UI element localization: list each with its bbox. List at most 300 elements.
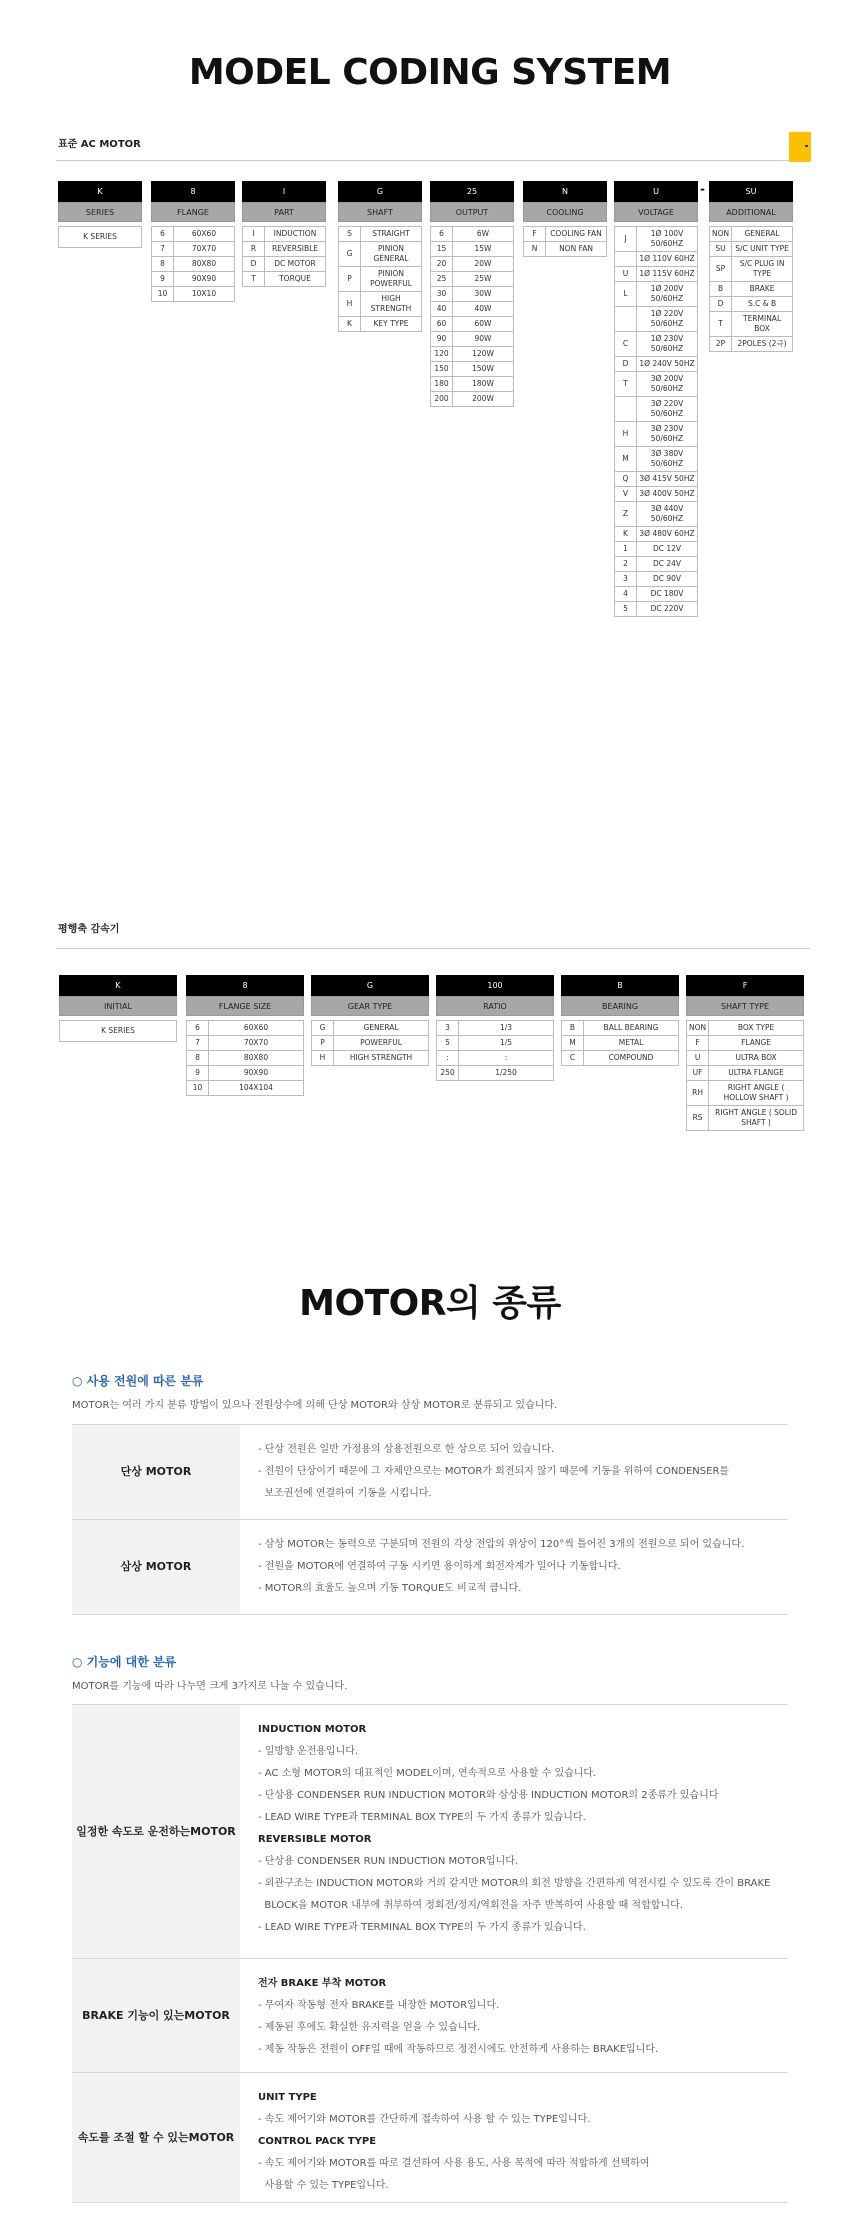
column-label: FLANGE <box>151 202 235 222</box>
option-label: S.C & B <box>732 297 793 312</box>
column-label: SHAFT TYPE <box>686 996 804 1016</box>
option-code: 8 <box>152 257 174 272</box>
option-row <box>431 377 514 392</box>
category-row <box>72 1519 788 1614</box>
option-label: RIGHT ANGLE ( HOLLOW SHAFT ) <box>709 1081 804 1106</box>
option-code: 150 <box>431 362 453 377</box>
options-table <box>242 226 326 287</box>
description-line: BLOCK을 MOTOR 내부에 취부하여 정회전/정지/역회전을 자주 반복하여 사용할 때 적합합니다. <box>258 1900 683 1911</box>
option-label: 1/3 <box>459 1021 554 1036</box>
option-row <box>562 1051 679 1066</box>
option-label: TORQUE <box>265 272 326 287</box>
option-row <box>431 317 514 332</box>
description-line: - 외관구조는 INDUCTION MOTOR와 거의 같지만 MOTOR의 회전 방향을 간편하게 역전시킬 수 있도록 간이 BRAKE <box>258 1878 771 1889</box>
option-code: H <box>615 422 637 447</box>
column-label: GEAR TYPE <box>311 996 429 1016</box>
divider <box>56 160 810 161</box>
category-label <box>72 1705 240 1958</box>
option-label: BOX TYPE <box>709 1021 804 1036</box>
option-code <box>615 252 637 267</box>
category-label <box>72 2073 240 2202</box>
page-title: MODEL CODING SYSTEM <box>188 52 672 93</box>
option-code: 3 <box>437 1021 459 1036</box>
option-row <box>431 272 514 287</box>
option-label: RIGHT ANGLE ( SOLID SHAFT ) <box>709 1106 804 1131</box>
category-label-line: MOTOR <box>184 2008 230 2022</box>
description-line: - 단상 전원은 일반 가정용의 상용전원으로 한 상으로 되어 있습니다. <box>258 1444 555 1455</box>
option-code: S <box>339 227 361 242</box>
option-code: R <box>243 242 265 257</box>
function-section-title: ○ 기능에 대한 분류 <box>72 1655 177 1669</box>
option-label: 1Ø 200V 50/60HZ <box>637 282 698 307</box>
option-row <box>615 372 698 397</box>
option-row <box>187 1021 304 1036</box>
code-column <box>242 181 326 287</box>
option-row <box>687 1051 804 1066</box>
column-label: VOLTAGE <box>614 202 698 222</box>
option-row <box>431 302 514 317</box>
option-label: COOLING FAN <box>546 227 607 242</box>
option-label: K SERIES <box>60 1021 177 1042</box>
option-label: 90X90 <box>209 1066 304 1081</box>
code-column <box>151 181 235 302</box>
option-row <box>431 347 514 362</box>
description-line: - 일방향 운전용입니다. <box>258 1746 359 1757</box>
option-row <box>339 267 422 292</box>
options-table <box>186 1020 304 1096</box>
description-line: - 속도 제어기와 MOTOR를 따로 결선하여 사용 용도, 사용 목적에 따라 적합하게 선택하여 <box>258 2158 650 2169</box>
option-code: D <box>710 297 732 312</box>
option-row <box>431 227 514 242</box>
column-label: OUTPUT <box>430 202 514 222</box>
option-label: 120W <box>453 347 514 362</box>
code-column <box>186 975 304 1096</box>
gear-heading: 평행축 감속기 <box>58 924 120 935</box>
column-label: COOLING <box>523 202 607 222</box>
category-description <box>258 1534 788 1600</box>
option-code: K <box>615 527 637 542</box>
block-title: REVERSIBLE MOTOR <box>258 1834 372 1845</box>
category-label-line: MOTOR <box>188 2130 235 2144</box>
option-code: 10 <box>187 1081 209 1096</box>
option-code: T <box>243 272 265 287</box>
option-label: PINION POWERFUL <box>361 267 422 292</box>
option-code: M <box>562 1036 584 1051</box>
option-row <box>431 392 514 407</box>
block-title: INDUCTION MOTOR <box>258 1724 367 1735</box>
option-code: V <box>615 487 637 502</box>
option-label: 3Ø 380V 50/60HZ <box>637 447 698 472</box>
description-line: - 단상용 CONDENSER RUN INDUCTION MOTOR와 삼상용 INDUCTION MOTOR의 2종류가 있습니다 <box>258 1790 719 1801</box>
option-row <box>687 1036 804 1051</box>
category-description <box>258 2087 788 2197</box>
description-line: - 전원을 MOTOR에 연결하여 구동 시키면 용이하게 회전자계가 일어나 기동합니다. <box>258 1561 621 1572</box>
option-code: F <box>524 227 546 242</box>
option-row <box>437 1036 554 1051</box>
option-label: 90X90 <box>174 272 235 287</box>
accent-tab-dot <box>805 145 808 147</box>
option-code: 120 <box>431 347 453 362</box>
code-column <box>430 181 514 407</box>
option-label: ULTRA FLANGE <box>709 1066 804 1081</box>
description-line: - LEAD WIRE TYPE과 TERMINAL BOX TYPE의 두 가지 종류가 있습니다. <box>258 1812 586 1823</box>
option-label: 15W <box>453 242 514 257</box>
option-label: 104X104 <box>209 1081 304 1096</box>
code-column <box>311 975 429 1066</box>
option-code: Z <box>615 502 637 527</box>
option-row <box>710 282 793 297</box>
option-row <box>615 357 698 372</box>
option-row <box>615 502 698 527</box>
option-code: M <box>615 447 637 472</box>
code-column <box>59 975 177 1042</box>
column-code: 100 <box>436 975 554 996</box>
code-column <box>523 181 607 257</box>
option-code: J <box>615 227 637 252</box>
category-row <box>72 1424 788 1519</box>
options-table <box>430 226 514 407</box>
category-description <box>258 1719 788 1939</box>
option-code: T <box>615 372 637 397</box>
description-line: - MOTOR의 효율도 높으며 기동 TORQUE도 비교적 큽니다. <box>258 1583 522 1594</box>
option-code: 30 <box>431 287 453 302</box>
option-row <box>437 1021 554 1036</box>
description-line: 보조권선에 연결하여 기동을 시킵니다. <box>258 1488 432 1499</box>
option-code: H <box>312 1051 334 1066</box>
option-code: RH <box>687 1081 709 1106</box>
options-table <box>311 1020 429 1066</box>
option-code: 2 <box>615 557 637 572</box>
option-label: NON FAN <box>546 242 607 257</box>
block-title: 전자 BRAKE 부착 MOTOR <box>258 1978 387 1989</box>
option-label: 3Ø 200V 50/60HZ <box>637 372 698 397</box>
category-label <box>72 1959 240 2072</box>
option-code: 90 <box>431 332 453 347</box>
option-row <box>339 227 422 242</box>
column-label: PART <box>242 202 326 222</box>
code-column <box>338 181 422 332</box>
option-label: DC 220V <box>637 602 698 617</box>
option-label: 3Ø 480V 60HZ <box>637 527 698 542</box>
column-label: INITIAL <box>59 996 177 1016</box>
option-row <box>339 317 422 332</box>
option-row <box>615 227 698 252</box>
option-code <box>615 307 637 332</box>
option-code: 6 <box>187 1021 209 1036</box>
option-label: 10X10 <box>174 287 235 302</box>
option-code: 15 <box>431 242 453 257</box>
column-code: 8 <box>151 181 235 202</box>
option-code: : <box>437 1051 459 1066</box>
option-label: 1Ø 220V 50/60HZ <box>637 307 698 332</box>
option-code: G <box>312 1021 334 1036</box>
code-column <box>686 975 804 1131</box>
option-label: 3Ø 415V 50HZ <box>637 472 698 487</box>
option-label: 3Ø 230V 50/60HZ <box>637 422 698 447</box>
option-label: COMPOUND <box>584 1051 679 1066</box>
motor-types-title: MOTOR의 종류 <box>299 1283 561 1324</box>
options-table <box>614 226 698 617</box>
option-row <box>312 1036 429 1051</box>
option-row <box>152 242 235 257</box>
category-description <box>258 1973 788 2061</box>
description-line: - LEAD WIRE TYPE과 TERMINAL BOX TYPE의 두 가지 종류가 있습니다. <box>258 1922 586 1933</box>
option-code: 20 <box>431 257 453 272</box>
options-table <box>436 1020 554 1081</box>
option-row <box>437 1051 554 1066</box>
option-row <box>615 572 698 587</box>
option-label: 1Ø 100V 50/60HZ <box>637 227 698 252</box>
option-code: 9 <box>187 1066 209 1081</box>
option-code: Q <box>615 472 637 487</box>
option-code: U <box>615 267 637 282</box>
description-line: - 속도 제어기와 MOTOR를 간단하게 접속하여 사용 할 수 있는 TYPE입니다. <box>258 2114 591 2125</box>
category-row <box>72 1958 788 2072</box>
option-label: 1Ø 230V 50/60HZ <box>637 332 698 357</box>
option-code: F <box>687 1036 709 1051</box>
option-row <box>243 227 326 242</box>
option-row <box>187 1066 304 1081</box>
option-row <box>524 227 607 242</box>
option-row <box>615 557 698 572</box>
options-table <box>59 1020 177 1042</box>
option-code: B <box>710 282 732 297</box>
option-label: K SERIES <box>59 227 142 248</box>
option-row <box>615 487 698 502</box>
option-code: C <box>562 1051 584 1066</box>
option-row <box>615 472 698 487</box>
column-code: 25 <box>430 181 514 202</box>
option-code: N <box>524 242 546 257</box>
option-label: 40W <box>453 302 514 317</box>
option-code: 180 <box>431 377 453 392</box>
option-code: U <box>687 1051 709 1066</box>
option-row <box>152 257 235 272</box>
column-code: I <box>242 181 326 202</box>
option-label: BALL BEARING <box>584 1021 679 1036</box>
option-label: 20W <box>453 257 514 272</box>
option-row <box>243 242 326 257</box>
function-intro: MOTOR를 기능에 따라 나누면 크게 3가지로 나눌 수 있습니다. <box>72 1681 348 1692</box>
option-code: NON <box>710 227 732 242</box>
column-label: FLANGE SIZE <box>186 996 304 1016</box>
option-row <box>615 527 698 542</box>
option-row <box>615 267 698 282</box>
option-row <box>524 242 607 257</box>
option-label: 60W <box>453 317 514 332</box>
options-table <box>709 226 793 352</box>
option-row <box>615 397 698 422</box>
column-code: N <box>523 181 607 202</box>
options-table <box>561 1020 679 1066</box>
category-label-line: 속도를 조절 할 수 있는 <box>77 2130 189 2144</box>
option-label: DC 180V <box>637 587 698 602</box>
description-line: - 제동된 후에도 확실한 유지력을 얻을 수 있습니다. <box>258 2022 481 2033</box>
options-table <box>338 226 422 332</box>
option-code: K <box>339 317 361 332</box>
description-line: 사용할 수 있는 TYPE입니다. <box>258 2180 389 2191</box>
options-table <box>523 226 607 257</box>
option-row <box>710 257 793 282</box>
option-label: DC 90V <box>637 572 698 587</box>
code-column <box>436 975 554 1081</box>
option-row <box>562 1036 679 1051</box>
option-label: 1/5 <box>459 1036 554 1051</box>
option-label: 30W <box>453 287 514 302</box>
option-label: 200W <box>453 392 514 407</box>
option-row <box>710 312 793 337</box>
column-code: K <box>58 181 142 202</box>
option-label: S/C PLUG IN TYPE <box>732 257 793 282</box>
option-label: HIGH STRENGTH <box>361 292 422 317</box>
option-label: PINION GENERAL <box>361 242 422 267</box>
table-bottom-border <box>72 1614 788 1615</box>
option-code: P <box>339 267 361 292</box>
option-row <box>431 257 514 272</box>
column-code: F <box>686 975 804 996</box>
option-row <box>687 1106 804 1131</box>
option-label: 6W <box>453 227 514 242</box>
option-label: 80X80 <box>174 257 235 272</box>
category-row <box>72 1704 788 1958</box>
option-row <box>687 1021 804 1036</box>
column-code: 8 <box>186 975 304 996</box>
option-label: 1Ø 240V 50HZ <box>637 357 698 372</box>
option-code: 60 <box>431 317 453 332</box>
option-label: 1/250 <box>459 1066 554 1081</box>
option-row <box>615 447 698 472</box>
option-label: DC MOTOR <box>265 257 326 272</box>
option-row <box>243 272 326 287</box>
option-row <box>687 1066 804 1081</box>
options-table <box>151 226 235 302</box>
option-label: GENERAL <box>334 1021 429 1036</box>
option-code: 7 <box>152 242 174 257</box>
option-label: 25W <box>453 272 514 287</box>
option-row <box>187 1051 304 1066</box>
option-row <box>152 227 235 242</box>
code-column <box>709 181 793 352</box>
ac-motor-heading: 표준 AC MOTOR <box>58 139 141 150</box>
option-label: HIGH STRENGTH <box>334 1051 429 1066</box>
description-line: - 전원이 단상이기 때문에 그 자체만으로는 MOTOR가 회전되지 않기 때문에 기동을 위하여 CONDENSER를 <box>258 1466 730 1477</box>
option-code: 9 <box>152 272 174 287</box>
option-row <box>431 242 514 257</box>
table-bottom-border <box>72 2202 788 2203</box>
option-row <box>710 337 793 352</box>
option-label: METAL <box>584 1036 679 1051</box>
category-row <box>72 2072 788 2202</box>
column-code: B <box>561 975 679 996</box>
option-code: 2P <box>710 337 732 352</box>
column-label: SHAFT <box>338 202 422 222</box>
option-label: TERMINAL BOX <box>732 312 793 337</box>
option-row <box>615 282 698 307</box>
option-code: 250 <box>437 1066 459 1081</box>
option-code: 40 <box>431 302 453 317</box>
option-label: 80X80 <box>209 1051 304 1066</box>
column-code: SU <box>709 181 793 202</box>
option-label: 60X60 <box>174 227 235 242</box>
option-row <box>615 422 698 447</box>
column-label: ADDITIONAL <box>709 202 793 222</box>
option-code: C <box>615 332 637 357</box>
option-row <box>312 1021 429 1036</box>
option-code: SU <box>710 242 732 257</box>
category-label-line: MOTOR <box>190 1824 236 1838</box>
option-row <box>687 1081 804 1106</box>
options-table <box>686 1020 804 1131</box>
code-column <box>561 975 679 1066</box>
option-label: INDUCTION <box>265 227 326 242</box>
separator-dash: - <box>700 182 705 196</box>
option-label: 70X70 <box>209 1036 304 1051</box>
option-row <box>615 332 698 357</box>
option-row <box>152 287 235 302</box>
option-label: STRAIGHT <box>361 227 422 242</box>
column-code: U <box>614 181 698 202</box>
option-row <box>615 542 698 557</box>
option-label: 70X70 <box>174 242 235 257</box>
option-label: 90W <box>453 332 514 347</box>
option-row <box>615 252 698 267</box>
option-label: DC 12V <box>637 542 698 557</box>
category-label-line: 일정한 속도로 운전하는 <box>76 1824 191 1838</box>
option-label: 3Ø 400V 50HZ <box>637 487 698 502</box>
option-label: 3Ø 440V 50/60HZ <box>637 502 698 527</box>
option-code: B <box>562 1021 584 1036</box>
description-line: - 제동 작동은 전원이 OFF일 때에 작동하므로 정전시에도 안전하게 사용하는 BRAKE입니다. <box>258 2044 659 2055</box>
option-code: T <box>710 312 732 337</box>
option-row <box>615 587 698 602</box>
power-intro: MOTOR는 여러 가지 분류 방법이 있으나 전원상수에 의해 단상 MOTOR와 삼상 MOTOR로 분류되고 있습니다. <box>72 1400 558 1411</box>
column-label: BEARING <box>561 996 679 1016</box>
option-code: H <box>339 292 361 317</box>
power-section-title: ○ 사용 전원에 따른 분류 <box>72 1374 204 1388</box>
code-column <box>614 181 698 617</box>
option-code: P <box>312 1036 334 1051</box>
option-code: I <box>243 227 265 242</box>
column-code: G <box>338 181 422 202</box>
option-row <box>710 227 793 242</box>
option-label: : <box>459 1051 554 1066</box>
option-row <box>60 1021 177 1042</box>
option-row <box>562 1021 679 1036</box>
category-description <box>258 1439 788 1505</box>
option-code: 6 <box>152 227 174 242</box>
option-code: L <box>615 282 637 307</box>
option-label: 3Ø 220V 50/60HZ <box>637 397 698 422</box>
option-row <box>187 1081 304 1096</box>
option-code: 4 <box>615 587 637 602</box>
option-label: 180W <box>453 377 514 392</box>
option-label: 1Ø 115V 60HZ <box>637 267 698 282</box>
option-row <box>431 362 514 377</box>
option-label: BRAKE <box>732 282 793 297</box>
category-label: 단상 MOTOR <box>72 1425 240 1519</box>
option-code: 5 <box>615 602 637 617</box>
option-label: 60X60 <box>209 1021 304 1036</box>
option-code: RS <box>687 1106 709 1131</box>
description-line: - 무여자 작동형 전자 BRAKE를 내장한 MOTOR입니다. <box>258 2000 500 2011</box>
category-label: 삼상 MOTOR <box>72 1520 240 1614</box>
option-code: 7 <box>187 1036 209 1051</box>
option-code: 1 <box>615 542 637 557</box>
option-code: 5 <box>437 1036 459 1051</box>
option-row <box>710 242 793 257</box>
block-title: CONTROL PACK TYPE <box>258 2136 377 2147</box>
option-label: REVERSIBLE <box>265 242 326 257</box>
